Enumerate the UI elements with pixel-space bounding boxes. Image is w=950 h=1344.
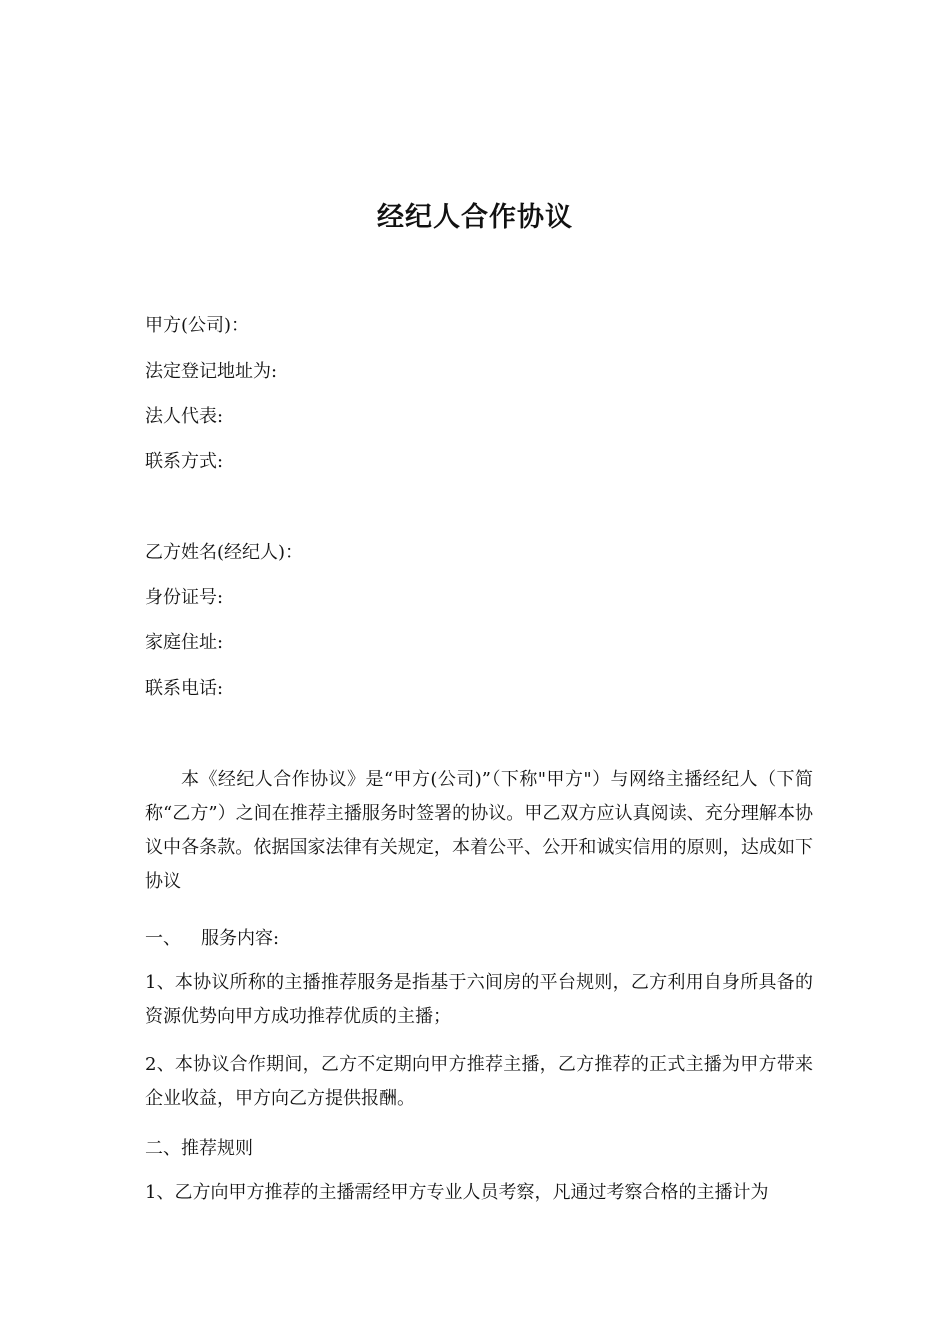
party-b-id-label: 身份证号:	[145, 587, 224, 608]
party-a-legal-rep-label: 法人代表:	[145, 406, 224, 427]
party-a-name-label: 甲方(公司)：	[145, 315, 250, 336]
party-b-phone-label: 联系电话:	[145, 678, 224, 699]
section-1-clause-1: 1、本协议所称的主播推荐服务是指基于六间房的平台规则，乙方利用自身所具备的资源优势向甲方成功推荐优质的主播；	[145, 972, 813, 1027]
section-1-number: 一、	[145, 928, 181, 949]
intro-paragraph: 本《经纪人合作协议》是“甲方(公司)”（下称"甲方"）与网络主播经纪人（下简称“乙方”）之间在推荐主播服务时签署的协议。甲乙双方应认真阅读、充分理解本协议中各条款。依据国家法律有关规定，本着公平、公开和诚实信用的原则，达成如下协议	[145, 769, 813, 892]
party-b-home-address-label: 家庭住址:	[145, 632, 224, 653]
section-2-clause-1: 1、乙方向甲方推荐的主播需经甲方专业人员考察，凡通过考察合格的主播计为	[145, 1182, 769, 1203]
section-1-heading	[145, 927, 279, 951]
document-title: 经纪人合作协议	[377, 202, 573, 233]
party-b-name-label: 乙方姓名(经纪人)：	[145, 542, 304, 563]
section-2-heading: 二、推荐规则	[145, 1138, 253, 1159]
party-a-address-label: 法定登记地址为:	[145, 361, 278, 382]
section-1-title: 服务内容:	[201, 928, 280, 949]
section-1-clause-2: 2、本协议合作期间，乙方不定期向甲方推荐主播，乙方推荐的正式主播为甲方带来企业收益，甲方向乙方提供报酬。	[145, 1054, 813, 1109]
party-a-contact-label: 联系方式:	[145, 451, 224, 472]
